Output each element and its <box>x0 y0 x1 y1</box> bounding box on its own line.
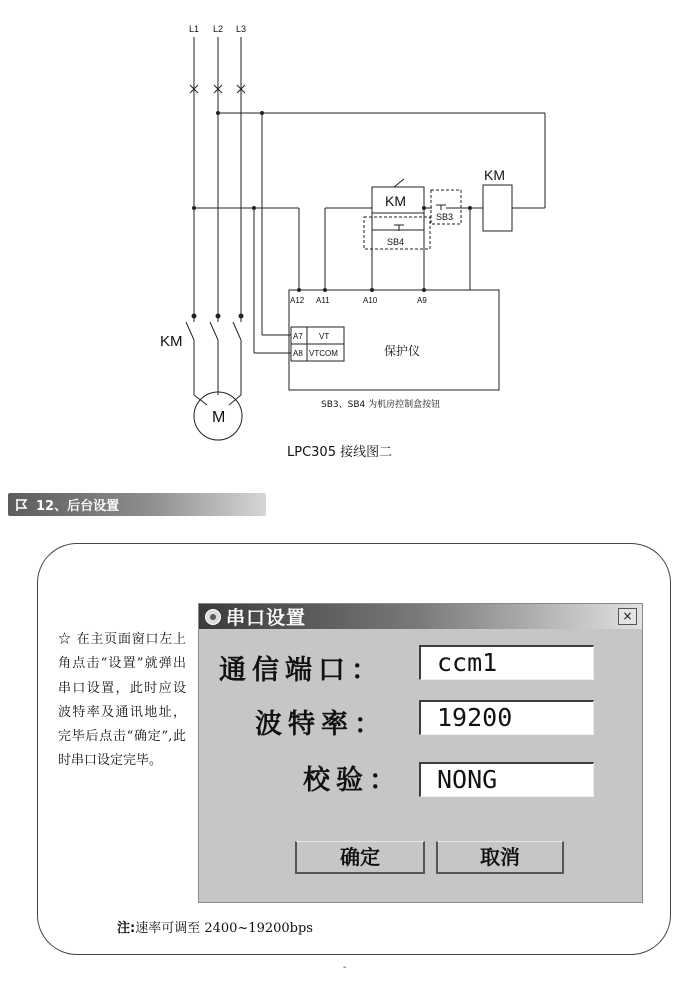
section-title: 12、后台设置 <box>36 499 120 514</box>
note-prefix: 注: <box>117 921 136 936</box>
rate-note <box>117 917 313 936</box>
terminal-a9: A9 <box>417 296 427 305</box>
relay-km-label: KM <box>385 193 406 209</box>
diagram-footnote: SB3、SB4 为机房控制盒按钮 <box>321 400 441 410</box>
terminal-a12: A12 <box>290 296 305 305</box>
phase-label: L2 <box>213 24 224 34</box>
terminal-a11: A11 <box>316 296 330 305</box>
parity-label: 校验： <box>303 765 402 796</box>
parity-value: NONG <box>437 765 498 794</box>
sb3-label: SB3 <box>436 212 454 222</box>
close-button[interactable]: × <box>618 608 637 625</box>
coil-km-label: KM <box>484 167 505 183</box>
cancel-button[interactable]: 取消 <box>436 841 564 874</box>
baud-rate-input[interactable] <box>419 700 594 735</box>
vtcom-label: VTCOM <box>309 349 338 358</box>
instruction-text: ☆ 在主页面窗口左上角点击“设置”就弹出串口设置，此时应设波特率及通讯地址，完毕后点击“确定”,此时串口设定完毕。 <box>58 632 186 769</box>
contactor-label: KM <box>160 333 183 350</box>
device-label: 保护仪 <box>384 344 421 358</box>
port-label: 通信端口： <box>219 655 384 686</box>
terminal-a8: A8 <box>293 349 303 358</box>
baud-rate-value: 19200 <box>437 703 513 732</box>
section-marker-icon <box>14 497 30 513</box>
terminal-a10: A10 <box>363 296 378 305</box>
parity-input[interactable] <box>419 762 594 797</box>
baud-rate-label: 波特率： <box>255 709 387 740</box>
wiring-diagram <box>0 0 700 470</box>
ok-button[interactable]: 确定 <box>295 841 425 874</box>
phase-label: L1 <box>189 24 200 34</box>
terminal-a7: A7 <box>293 332 303 341</box>
vt-label: VT <box>319 332 330 341</box>
motor-label: M <box>212 409 226 426</box>
note-text: 速率可调至 2400~19200bps <box>135 921 313 936</box>
port-input[interactable] <box>419 645 594 680</box>
phase-label: L3 <box>236 24 247 34</box>
port-value: ccm1 <box>437 648 498 677</box>
sb4-label: SB4 <box>387 237 405 247</box>
app-icon <box>204 608 222 626</box>
page-number: - <box>343 962 347 973</box>
section-header <box>8 493 266 516</box>
diagram-caption: LPC305 接线图二 <box>287 445 393 460</box>
serial-settings-dialog <box>198 603 643 903</box>
dialog-title: 串口设置 <box>226 607 307 629</box>
dialog-titlebar[interactable] <box>199 604 642 629</box>
